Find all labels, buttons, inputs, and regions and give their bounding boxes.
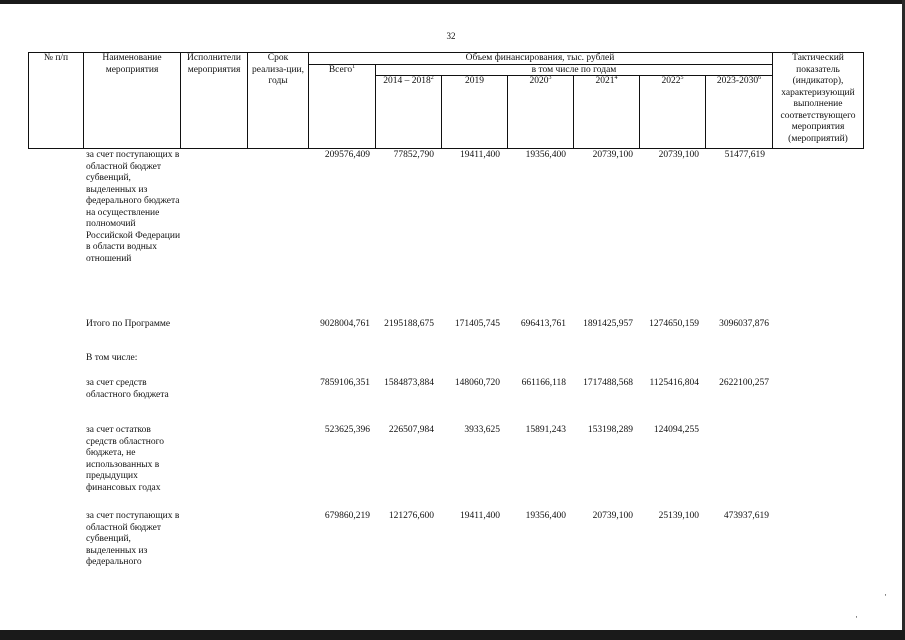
header-year-2: [442, 76, 507, 88]
cell-2021: 153198,289: [587, 425, 633, 435]
header-year-3: [508, 76, 573, 88]
cell-2014-2018: 226507,984: [388, 425, 434, 435]
header-col-total: [309, 65, 375, 77]
scan-bottom-edge: [0, 630, 905, 640]
cell-2014-2018: 77852,790: [393, 150, 434, 160]
row-label: за счет средств областного бюджета: [86, 378, 169, 400]
cell-2023-2030: 3096037,876: [719, 319, 769, 329]
cell-2023-2030: 2622100,257: [719, 378, 769, 388]
row-label: за счет поступающих в областной бюджет субвенций, выделенных из федерального: [86, 511, 180, 567]
header-year-note: 6: [758, 74, 762, 81]
cell-2020: 696413,761: [520, 319, 566, 329]
scan-speck: ·: [855, 612, 858, 622]
header-year-4: [574, 76, 639, 88]
row-label: Итого по Программе: [86, 319, 171, 329]
header-year-5: [640, 76, 705, 88]
cell-2019: 19411,400: [459, 511, 500, 521]
header-year-note: 4: [614, 74, 618, 81]
cell-total: 679860,219: [324, 511, 370, 521]
row-label: за счет остатков средств областного бюджета, не использованных в предыдущих финансовых годах: [86, 425, 165, 493]
cell-2021: 20739,100: [592, 511, 633, 521]
cell-2022: 1274650,159: [649, 319, 699, 329]
header-year-label: 2022: [661, 76, 681, 86]
cell-2022: 1125416,804: [649, 378, 699, 388]
cell-2014-2018: 2195188,675: [384, 319, 434, 329]
cell-2020: 19356,400: [525, 511, 566, 521]
header-year-label: 2023-2030: [716, 76, 759, 86]
row-label: за счет поступающих в областной бюджет субвенций, выделенных из федерального бюджета на осуществление полномочий Российской Федерации в области водных отношений: [86, 150, 181, 264]
cell-2022: 25139,100: [658, 511, 699, 521]
cell-2023-2030: 473937,619: [723, 511, 769, 521]
cell-2019: 171405,745: [454, 319, 500, 329]
cell-2022: 124094,255: [653, 425, 699, 435]
cell-2014-2018: 1584873,884: [384, 378, 434, 388]
scan-top-edge: [0, 0, 905, 4]
cell-total: 523625,396: [324, 425, 370, 435]
row-label: В том числе:: [86, 353, 138, 363]
header-year-note: 5: [680, 74, 684, 81]
cell-2022: 20739,100: [658, 150, 699, 160]
cell-2023-2030: 51477,619: [724, 150, 765, 160]
cell-2021: 1717488,568: [583, 378, 633, 388]
header-year-label: 2014 – 2018: [383, 76, 431, 86]
cell-2020: 15891,243: [525, 425, 566, 435]
header-year-1: [376, 76, 441, 88]
page-number: 32: [446, 31, 456, 41]
cell-2019: 3933,625: [464, 425, 500, 435]
cell-2021: 1891425,957: [583, 319, 633, 329]
cell-total: 9028004,761: [320, 319, 370, 329]
header-year-note: 2: [430, 74, 434, 81]
header-year-label: 2019: [465, 76, 484, 86]
header-col-total-note: 1: [352, 63, 356, 70]
scan-speck: ·: [884, 590, 887, 600]
header-col-number: № п/п: [43, 53, 69, 63]
cell-total: 209576,409: [324, 150, 370, 160]
header-year-note: 3: [548, 74, 552, 81]
header-col-total-label: Всего: [328, 65, 353, 75]
cell-2019: 148060,720: [454, 378, 500, 388]
cell-2021: 20739,100: [592, 150, 633, 160]
header-col-by-years: в том числе по годам: [531, 64, 617, 75]
header-col-term: Срок реализа-ции, годы: [252, 53, 304, 86]
header-col-name: Наименование мероприятия: [102, 53, 162, 75]
cell-2019: 19411,400: [459, 150, 500, 160]
header-col-funding: Объем финансирования, тыс. рублей: [465, 53, 615, 63]
cell-2020: 19356,400: [525, 150, 566, 160]
cell-2014-2018: 121276,600: [388, 511, 434, 521]
header-col-indicator: Тактический показатель (индикатор), характеризующий выполнение соответствующего мероприятия (мероприятий): [780, 53, 856, 144]
header-year-label: 2021: [595, 76, 615, 86]
cell-2020: 661166,118: [521, 378, 566, 388]
header-col-executors: Исполнители мероприятия: [187, 53, 241, 75]
cell-total: 7859106,351: [320, 378, 370, 388]
header-year-6: [706, 76, 772, 88]
header-year-label: 2020: [529, 76, 549, 86]
